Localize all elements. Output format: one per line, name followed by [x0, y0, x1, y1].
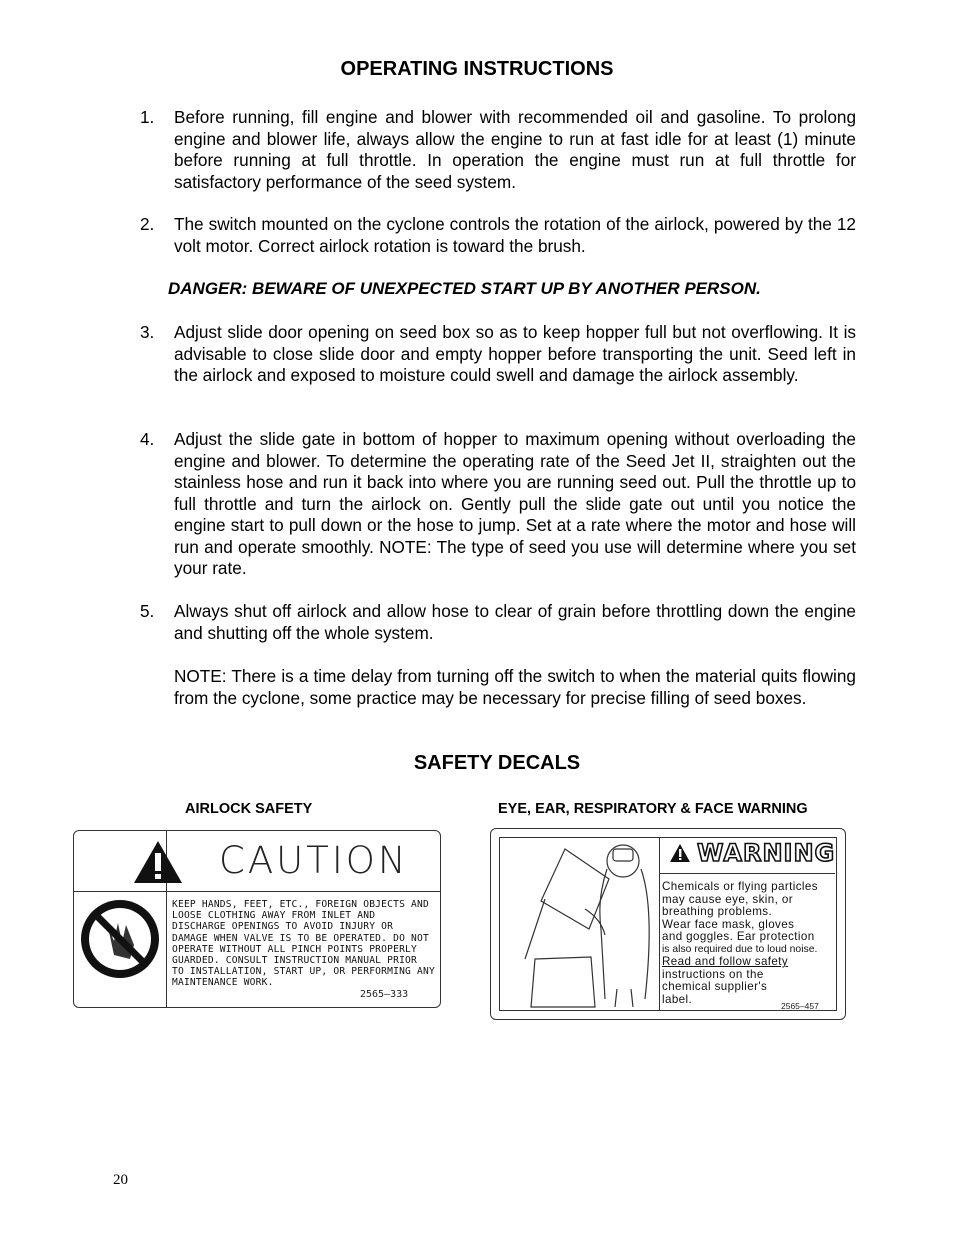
item-text: Adjust the slide gate in bottom of hopper to maximum opening without overloading the engine and blower. To determine the operating rate of the Seed Jet II, straighten out the stainless hose and run it back into where you are running seed out. Pull the throttle up to full throttle and turn the airlock on. Gently pull the slide gate out until you notice the engine start to pull down or the hose to jump. Set at a rate where the motor and hose will run and operate smoothly. NOTE: The type of seed you use will determine where you set your rate. [174, 429, 856, 578]
page-number: 20 [113, 1172, 128, 1188]
caution-line: KEEP HANDS, FEET, ETC., FOREIGN OBJECTS AND [172, 899, 429, 910]
caution-line: MAINTENANCE WORK. [172, 977, 274, 989]
caution-line: OPERATE WITHOUT ALL PINCH POINTS PROPERLY [172, 943, 418, 955]
instruction-item-2 [140, 214, 856, 257]
warning-header: WARNING [697, 839, 836, 867]
danger-warning: DANGER: BEWARE OF UNEXPECTED START UP BY ANOTHER PERSON. [168, 279, 761, 298]
warning-line: Chemicals or flying particles [662, 880, 818, 893]
warning-triangle-icon [132, 839, 184, 885]
item-number: 4. [140, 429, 155, 449]
instruction-item-1 [140, 107, 856, 193]
section-title-safety-decals: SAFETY DECALS [413, 752, 581, 774]
warning-line: and goggles. Ear protection [662, 930, 815, 943]
instruction-item-4 [140, 429, 856, 580]
note-paragraph: NOTE: There is a time delay from turning off the switch to when the material quits flowing from the cyclone, some practice may be necessary for precise filling of seed boxes. [174, 666, 856, 708]
item-text: Adjust slide door opening on seed box so as to keep hopper full but not overflowing. It is advisable to close slide door and empty hopper before transporting the unit. Seed left in the airlock and exposed to moisture could swell and damage the airlock assembly. [174, 322, 856, 385]
caution-line: DISCHARGE OPENINGS TO AVOID INJURY OR [172, 921, 394, 933]
warning-line: may cause eye, skin, or [662, 892, 793, 906]
decal-caption-eye-ear: EYE, EAR, RESPIRATORY & FACE WARNING [498, 801, 808, 817]
warning-line: Read and follow safety [662, 955, 789, 968]
warning-line: instructions on the [662, 967, 764, 981]
decal-caption-airlock: AIRLOCK SAFETY [185, 801, 313, 817]
item-number: 1. [140, 107, 155, 127]
item-text: Always shut off airlock and allow hose to clear of grain before throttling down the engine and shutting off the whole system. [174, 601, 856, 643]
warning-line: is also required due to loud noise. [662, 943, 818, 955]
warning-line: breathing problems. [662, 905, 773, 918]
warning-line: label. [662, 992, 693, 1006]
caution-text [172, 899, 438, 989]
warning-decal [490, 828, 846, 1020]
worker-with-ppe-icon [505, 839, 659, 1009]
caution-line: GUARDED. CONSULT INSTRUCTION MANUAL PRIOR [172, 955, 418, 967]
no-hands-icon [78, 897, 162, 981]
item-number: 2. [140, 214, 155, 234]
caution-line: TO INSTALLATION, START UP, OR PERFORMING ANY [172, 966, 435, 978]
page-title: OPERATING INSTRUCTIONS [340, 58, 614, 80]
caution-line: DAMAGE WHEN VALVE IS TO BE OPERATED. DO NOT [172, 932, 429, 944]
item-text: The switch mounted on the cyclone controls the rotation of the airlock, powered by the 12 volt motor. Correct airlock rotation is toward the brush. [174, 214, 856, 256]
decal-divider [659, 837, 660, 1011]
warning-line: chemical supplier's [662, 980, 768, 993]
decal-divider [74, 891, 440, 892]
item-number: 5. [140, 601, 155, 621]
warning-triangle-icon [669, 843, 691, 863]
instruction-item-3 [140, 322, 856, 387]
caution-decal [73, 830, 441, 1008]
item-text: Before running, fill engine and blower with recommended oil and gasoline. To prolong engine and blower life, always allow the engine to run at fast idle for at least (1) minute before running at full throttle. In operation the engine must run at full throttle for satisfactory performance of the seed system. [174, 107, 856, 192]
warning-part-number: 2565–457 [781, 1001, 819, 1011]
decal-divider [659, 873, 835, 874]
caution-line: LOOSE CLOTHING AWAY FROM INLET AND [172, 910, 376, 922]
caution-header: CAUTION [219, 839, 409, 882]
warning-text [662, 881, 838, 1006]
warning-line: Wear face mask, gloves [662, 917, 795, 931]
instruction-item-5 [140, 601, 856, 644]
caution-part-number: 2565–333 [360, 989, 409, 1000]
item-number: 3. [140, 322, 155, 342]
